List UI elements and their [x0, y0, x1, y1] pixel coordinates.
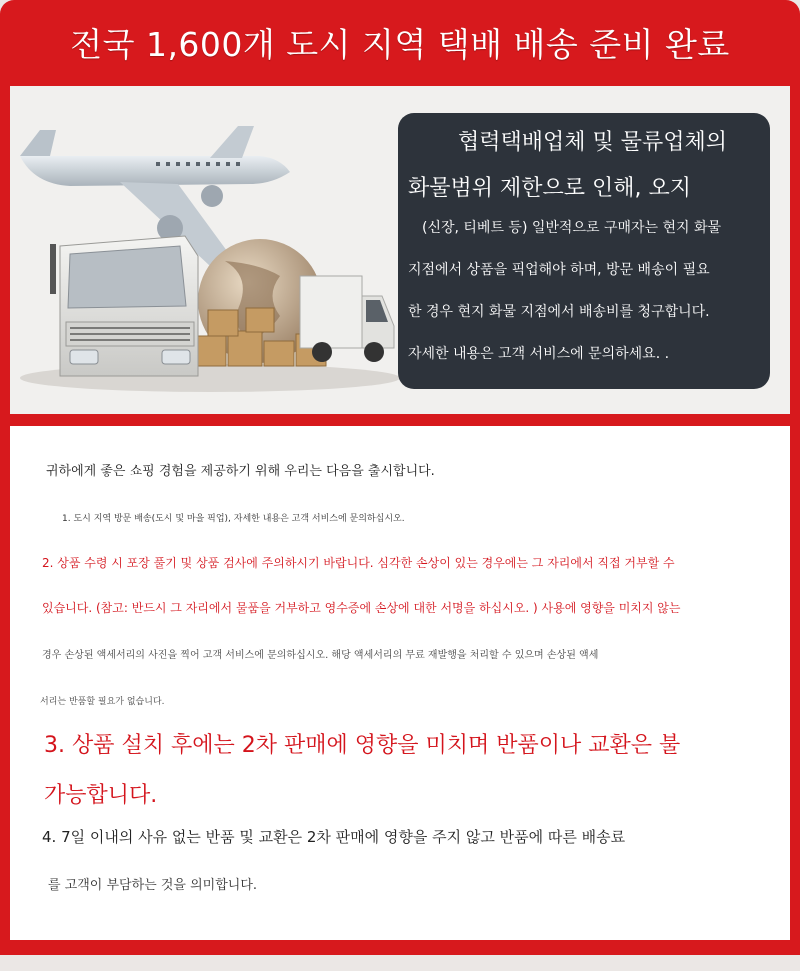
info-line: 협력택배업체 및 물류업체의	[458, 130, 728, 155]
semi-truck	[22, 236, 198, 376]
delivery-van	[300, 276, 394, 362]
shipping-info-panel	[10, 86, 790, 414]
notice-item-4-line: 를 고객이 부담하는 것을 의미합니다.	[48, 878, 258, 893]
notice-item-2-line: 있습니다. (참고: 반드시 그 자리에서 물품을 거부하고 영수증에 손상에 대한 서명을 하십시오. ) 사용에 영향을 미치지 않는	[42, 601, 681, 615]
notice-item-1: 1. 도시 지역 방문 배송(도시 및 마을 픽업), 자세한 내용은 고객 서비스에 문의하십시오.	[62, 514, 405, 524]
service-notice-panel	[10, 426, 790, 940]
notice-item-3-line: 가능합니다.	[44, 783, 158, 808]
notice-intro: 귀하에게 좋은 쇼핑 경험을 제공하기 위해 우리는 다음을 출시합니다.	[46, 464, 435, 479]
shipping-notice-box	[398, 113, 770, 389]
notice-item-2-line: 경우 손상된 액세서리의 사진을 찍어 고객 서비스에 문의하십시오. 해당 액세서리의 무료 재발행을 처리할 수 있으며 손상된 액세	[42, 650, 599, 661]
info-line: 지점에서 상품을 픽업해야 하며, 방문 배송이 필요	[408, 262, 710, 278]
notice-item-2-line: 서리는 반품할 필요가 없습니다.	[40, 697, 165, 707]
info-line: 화물범위 제한으로 인해, 오지	[408, 176, 691, 201]
banner-title: 전국 1,600개 도시 지역 택배 배송 준비 완료	[70, 24, 730, 64]
notice-item-2-line: 2. 상품 수령 시 포장 풀기 및 상품 검사에 주의하시기 바랍니다. 심각한 손상이 있는 경우에는 그 자리에서 직접 거부할 수	[42, 556, 675, 570]
info-line: (신장, 티베트 등) 일반적으로 구매자는 현지 화물	[422, 220, 722, 236]
logistics-illustration	[10, 126, 400, 396]
banner	[0, 0, 800, 84]
notice-item-3-line: 3. 상품 설치 후에는 2차 판매에 영향을 미치며 반품이나 교환은 불	[44, 733, 681, 758]
notice-item-4-line: 4. 7일 이내의 사유 없는 반품 및 교환은 2차 판매에 영향을 주지 않고 반품에 따른 배송료	[42, 828, 626, 846]
info-line: 한 경우 현지 화물 지점에서 배송비를 청구합니다.	[408, 304, 710, 320]
info-line: 자세한 내용은 고객 서비스에 문의하세요. .	[408, 346, 670, 362]
